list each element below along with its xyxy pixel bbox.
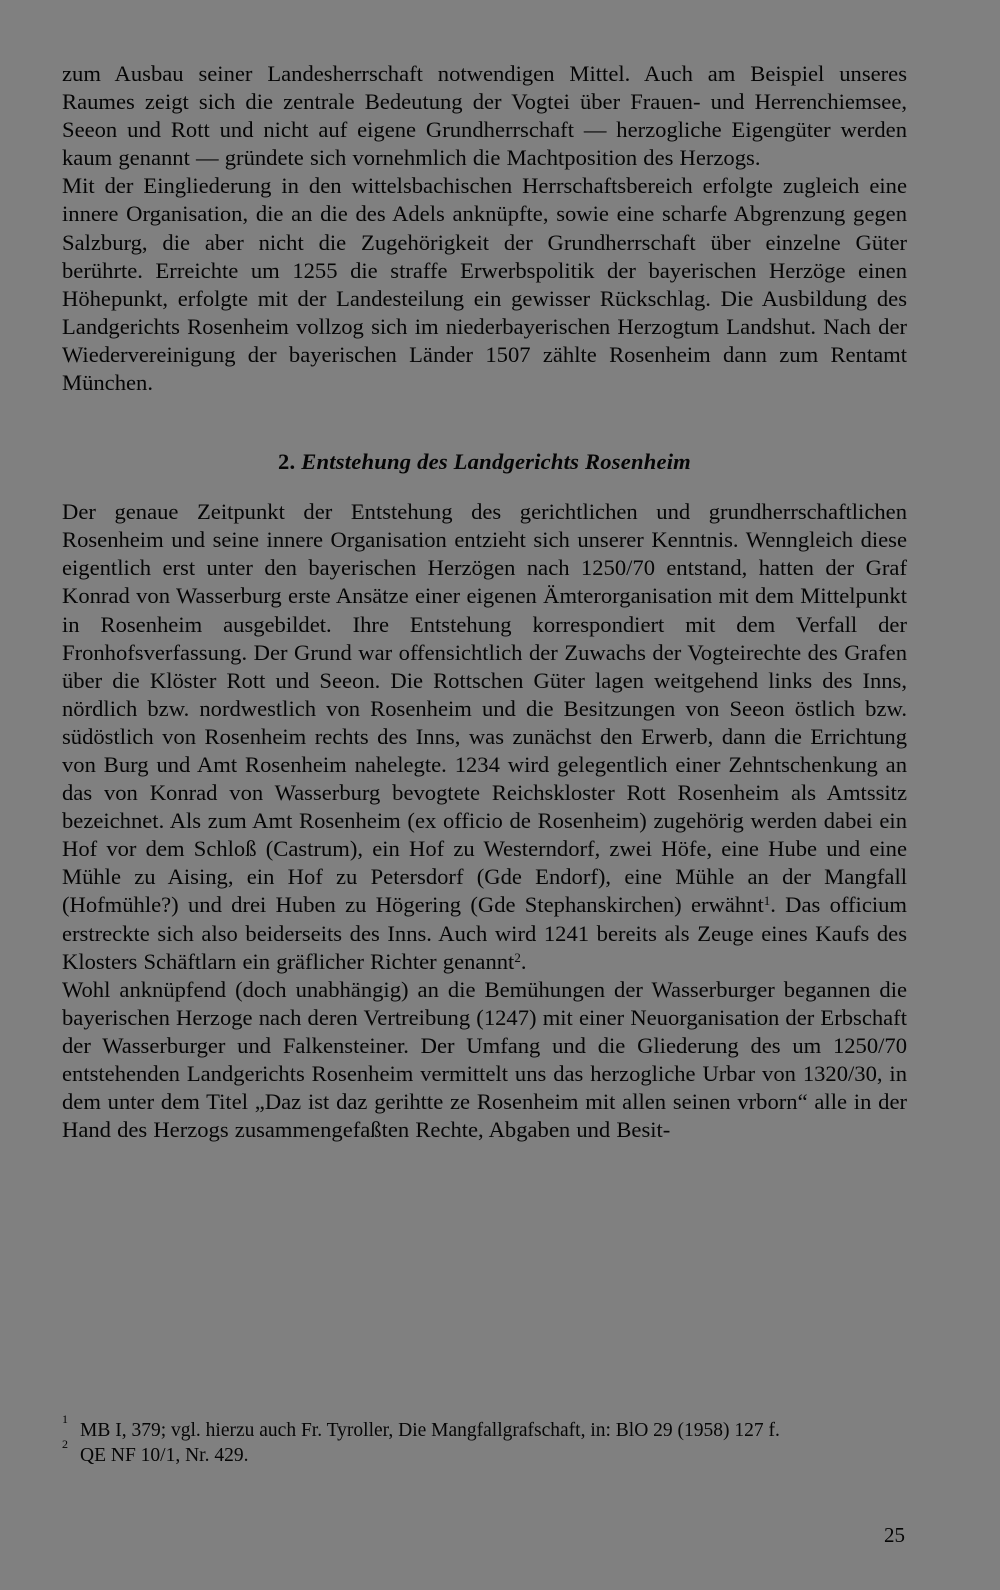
- paragraph-2: Mit der Eingliederung in den wittelsbachischen Herrschaftsbereich erfolgte zugleich eine innere Organisation, die an die des Adels anknüpfte, sowie eine scharfe Abgrenzung gegen Salzburg, die aber nicht die Zugehörigkeit der Grundherrschaft über einzelne Güter berührte. Erreichte um 1255 die straffe Erwerbspolitik der bayerischen Herzöge einen Höhepunkt, erfolgte mit der Landesteilung ein gewisser Rückschlag. Die Ausbildung des Landgerichts Rosenheim vollzog sich im niederbayerischen Herzogtum Landshut. Nach der Wiedervereinigung der bayerischen Länder 1507 zählte Rosenheim dann zum Rentamt München.: [62, 173, 907, 396]
- section-heading: [62, 448, 907, 476]
- page-number: 25: [884, 1523, 905, 1547]
- footnote-text: MB I, 379; vgl. hierzu auch Fr. Tyroller, Die Mangfallgrafschaft, in: BlO 29 (1958) 127 f.: [80, 1420, 780, 1441]
- footnote-reference-1: 1: [763, 893, 771, 909]
- footnote-mark: 2: [62, 1436, 68, 1451]
- paragraph-3-text-a: Der genaue Zeitpunkt der Entstehung des gerichtlichen und grundherrschaftlichen Rosenheim und seine innere Organisation entzieht sich unserer Kenntnis. Wenngleich diese eigentlich erst unter den bayerischen Herzögen nach 1250/70 entstand, hatten der Graf Konrad von Wasserburg erste Ansätze einer eigenen Ämterorganisation mit dem Mittelpunkt in Rosenheim ausgebildet. Ihre Entstehung korrespondiert mit dem Verfall der Fronhofsverfassung. Der Grund war offensichtlich der Zuwachs der Vogteirechte des Grafen über die Klöster Rott und Seeon. Die Rottschen Güter lagen weitgehend links des Inns, nördlich bzw. nordwestlich von Rosenheim und die Besitzungen von Seeon östlich bzw. südöstlich von Rosenheim rechts des Inns, was zunächst den Erwerb, dann die Errichtung von Burg und Amt Rosenheim nahelegte. 1234 wird gelegentlich einer Zehntschenkung an das von Konrad von Wasserburg bevogtete Reichskloster Rott Rosenheim als Amtssitz bezeichnet. Als zum Amt Rosenheim (ex officio de Rosenheim) zugehörig werden dabei ein Hof vor dem Schloß (Castrum), ein Hof zu Westerndorf, zwei Höfe, eine Hube und eine Mühle zu Aising, ein Hof zu Petersdorf (Gde Endorf), eine Mühle an der Mangfall (Hofmühle?) und drei Huben zu Högering (Gde Stephanskirchen) erwähnt: [62, 499, 907, 918]
- paragraph-3-text-b: . Das officium erstreckte sich also beiderseits des Inns. Auch wird 1241 bereits als Zeuge eines Kaufs des Klosters Schäftlarn ein gräflicher Richter genannt: [62, 892, 907, 974]
- paragraph-3-text-c: .: [520, 948, 527, 974]
- section-number: 2.: [278, 449, 296, 475]
- footnote-1: [62, 1412, 907, 1444]
- footnote-mark: 1: [62, 1412, 68, 1426]
- footnotes: [62, 1412, 907, 1468]
- section-title: Entstehung des Landgerichts Rosenheim: [301, 449, 691, 475]
- footnote-2: [62, 1436, 907, 1469]
- paragraph-1: zum Ausbau seiner Landesherrschaft notwendigen Mittel. Auch am Beispiel unseres Raumes zeigt sich die zentrale Bedeutung der Vogtei über Frauen- und Herrenchiemsee, Seeon und Rott und nicht auf eigene Grundherrschaft — herzogliche Eigengüter werden kaum genannt — gründete sich vornehmlich die Machtposition des Herzogs.: [62, 61, 907, 171]
- paragraph-4: Wohl anknüpfend (doch unabhängig) an die Bemühungen der Wasserburger begannen die bayerischen Herzoge nach deren Vertreibung (1247) mit einer Neuorganisation der Erbschaft der Wasserburger und Falkensteiner. Der Umfang und die Gliederung des um 1250/70 entstehenden Landgerichts Rosenheim vermittelt uns das herzogliche Urbar von 1320/30, in dem unter dem Titel „Daz ist daz gerihtte ze Rosenheim mit allen seinen vrborn“ alle in der Hand des Herzogs zusammengefaßten Rechte, Abgaben und Besit-: [62, 976, 907, 1143]
- footnote-text: QE NF 10/1, Nr. 429.: [80, 1444, 249, 1466]
- page-body: [62, 60, 907, 1144]
- footnote-reference-2: 2: [514, 949, 521, 965]
- paragraph-3: [62, 498, 907, 976]
